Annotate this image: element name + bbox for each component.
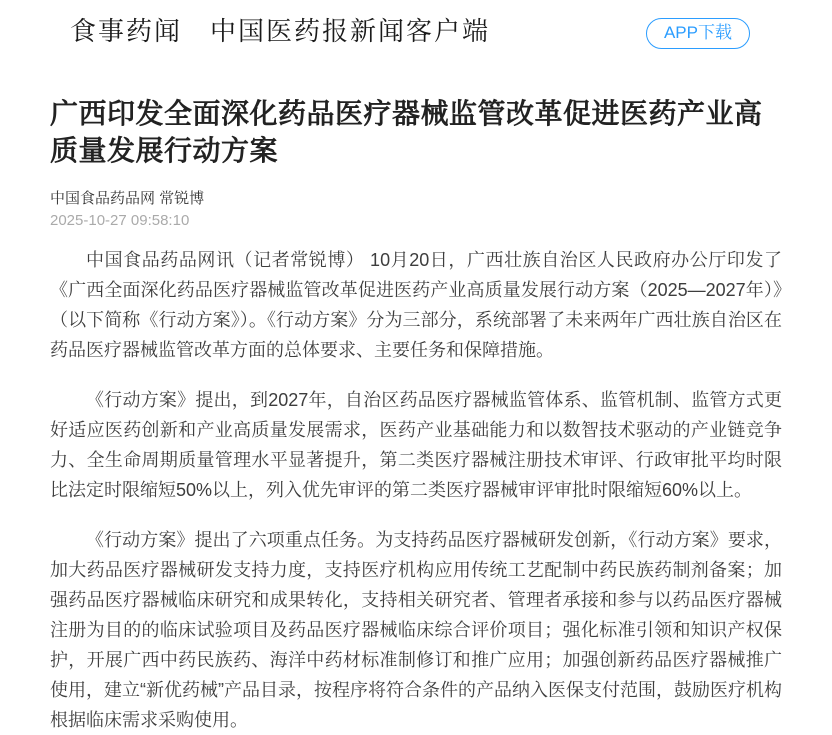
app-download-button[interactable]: APP下载: [646, 18, 750, 49]
article-timestamp: 2025-10-27 09:58:10: [50, 212, 190, 229]
article-body: [50, 245, 782, 735]
article-title: 广西印发全面深化药品医疗器械监管改革促进医药产业高质量发展行动方案: [50, 98, 763, 166]
article-source: 中国食品药品网 常锐博: [50, 190, 205, 207]
article-paragraph: 《行动方案》提出了六项重点任务。为支持药品医疗器械研发创新，《行动方案》要求，加大药品医疗器械研发支持力度，支持医疗机构应用传统工艺配制中药民族药制剂备案；加强药品医疗器械临床研究和成果转化，支持相关研究者、管理者承接和参与以药品医疗器械注册为目的的临床试验项目及药品医疗器械临床综合评价项目；强化标准引领和知识产权保护，开展广西中药民族药、海洋中药材标准制修订和推广应用；加强创新药品医疗器械推广使用，建立“新优药械”产品目录，按程序将符合条件的产品纳入医保支付范围，鼓励医疗机构根据临床需求采购使用。: [50, 530, 782, 730]
article: [0, 95, 832, 735]
article-paragraph: 《行动方案》提出，到2027年，自治区药品医疗器械监管体系、监管机制、监管方式更好适应医药创新和产业高质量发展需求，医药产业基础能力和以数智技术驱动的产业链竞争力、全生命周期质量管理水平显著提升，第二类医疗器械注册技术审评、行政审批平均时限比法定时限缩短50%以上，列入优先审评的第二类医疗器械审评审批时限缩短60%以上。: [50, 390, 782, 500]
article-paragraph: 中国食品药品网讯（记者常锐博） 10月20日，广西壮族自治区人民政府办公厅印发了《广西全面深化药品医疗器械监管改革促进医药产业高质量发展行动方案（2025—2027年）》（以下简称《行动方案》）。《行动方案》分为三部分，系统部署了未来两年广西壮族自治区在药品医疗器械监管改革方面的总体要求、主要任务和保障措施。: [50, 250, 782, 360]
article-meta: [50, 188, 782, 231]
app-header: [0, 0, 832, 52]
app-logo: 食事药闻 中国医药报新闻客户端: [70, 17, 491, 48]
